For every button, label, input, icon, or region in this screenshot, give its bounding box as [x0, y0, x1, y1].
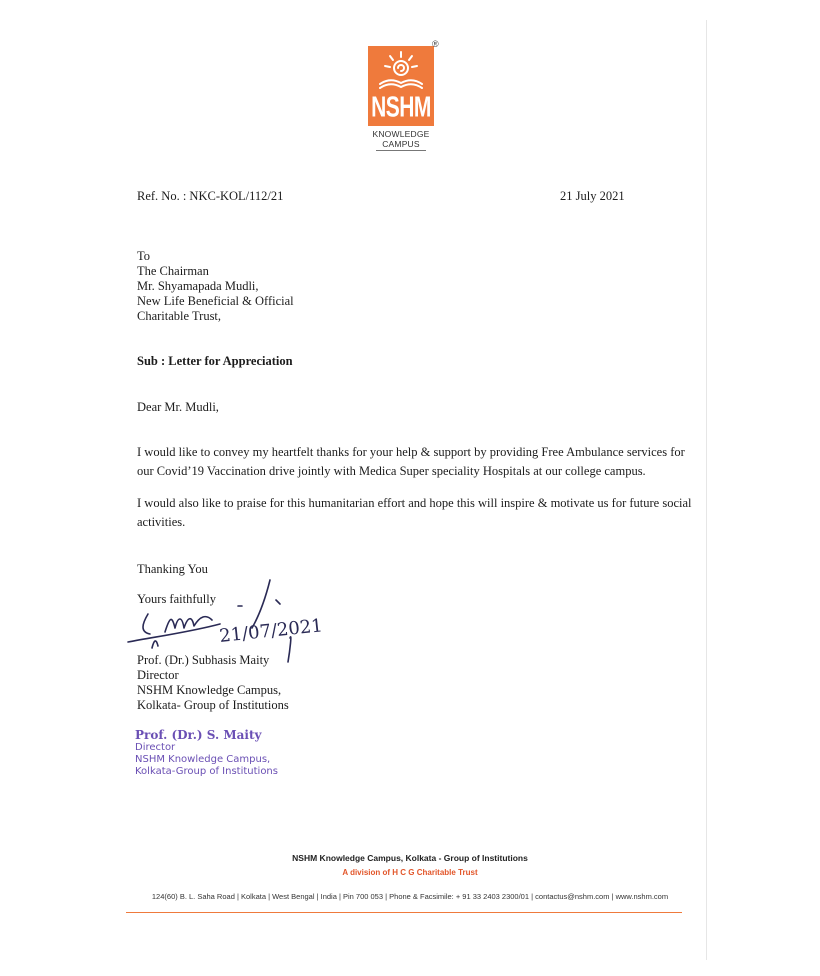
handwritten-date: 21/07/2021: [218, 615, 324, 647]
reference-number: Ref. No. : NKC-KOL/112/21: [137, 189, 284, 203]
signatory-name: Prof. (Dr.) Subhasis Maity: [137, 653, 270, 667]
signatory-title: Director: [137, 668, 179, 682]
closing-sign-off: Yours faithfully: [137, 592, 216, 606]
recipient-line-2: Mr. Shyamapada Mudli,: [137, 279, 259, 293]
logo-tagline-1: KNOWLEDGE: [372, 129, 430, 139]
footer-division: A division of H C G Charitable Trust: [342, 868, 478, 877]
subject-line: Sub : Letter for Appreciation: [137, 354, 293, 368]
footer-rule: [126, 912, 682, 913]
stamp-name: Prof. (Dr.) S. Maity: [135, 728, 262, 742]
page-edge: [706, 20, 707, 960]
logo-underline: [376, 150, 426, 151]
stamp-org-2: Kolkata-Group of Institutions: [135, 766, 278, 777]
body-paragraph-1: I would like to convey my heartfelt thanks for your help & support by providing Free Ambulance services for our Covid’19 Vaccination drive jointly with Medica Super speciality Hospitals at our college campus.: [137, 445, 685, 478]
footer-address: 124(60) B. L. Saha Road | Kolkata | West Bengal | India | Pin 700 053 | Phone & Facsimile: + 91 33 2403 2300/01 | contactus@nshm.com | www.nshm.com: [151, 892, 669, 901]
recipient-line-4: Charitable Trust,: [137, 309, 222, 323]
body-paragraph-2: I would also like to praise for this humanitarian effort and hope this will inspire & motivate us for future social activities.: [137, 496, 692, 529]
nshm-logo: [368, 39, 439, 150]
sun-book-icon: [368, 46, 434, 96]
logo-wordmark: NSHM: [371, 92, 431, 124]
footer-institution: NSHM Knowledge Campus, Kolkata - Group of Institutions: [292, 853, 528, 863]
closing-thanks: Thanking You: [137, 562, 208, 576]
official-stamp: [135, 728, 278, 778]
logo-tagline-2: CAMPUS: [382, 139, 420, 149]
signatory-org-1: NSHM Knowledge Campus,: [137, 683, 282, 697]
recipient-to: To: [137, 249, 151, 263]
salutation: Dear Mr. Mudli,: [137, 400, 219, 414]
recipient-line-3: New Life Beneficial & Official: [137, 294, 294, 308]
letter-date: 21 July 2021: [560, 189, 625, 203]
signatory-org-2: Kolkata- Group of Institutions: [137, 698, 289, 712]
registered-mark: ®: [432, 39, 439, 49]
recipient-line-1: The Chairman: [137, 264, 209, 278]
stamp-org-1: NSHM Knowledge Campus,: [135, 754, 271, 765]
stamp-title: Director: [135, 742, 176, 753]
